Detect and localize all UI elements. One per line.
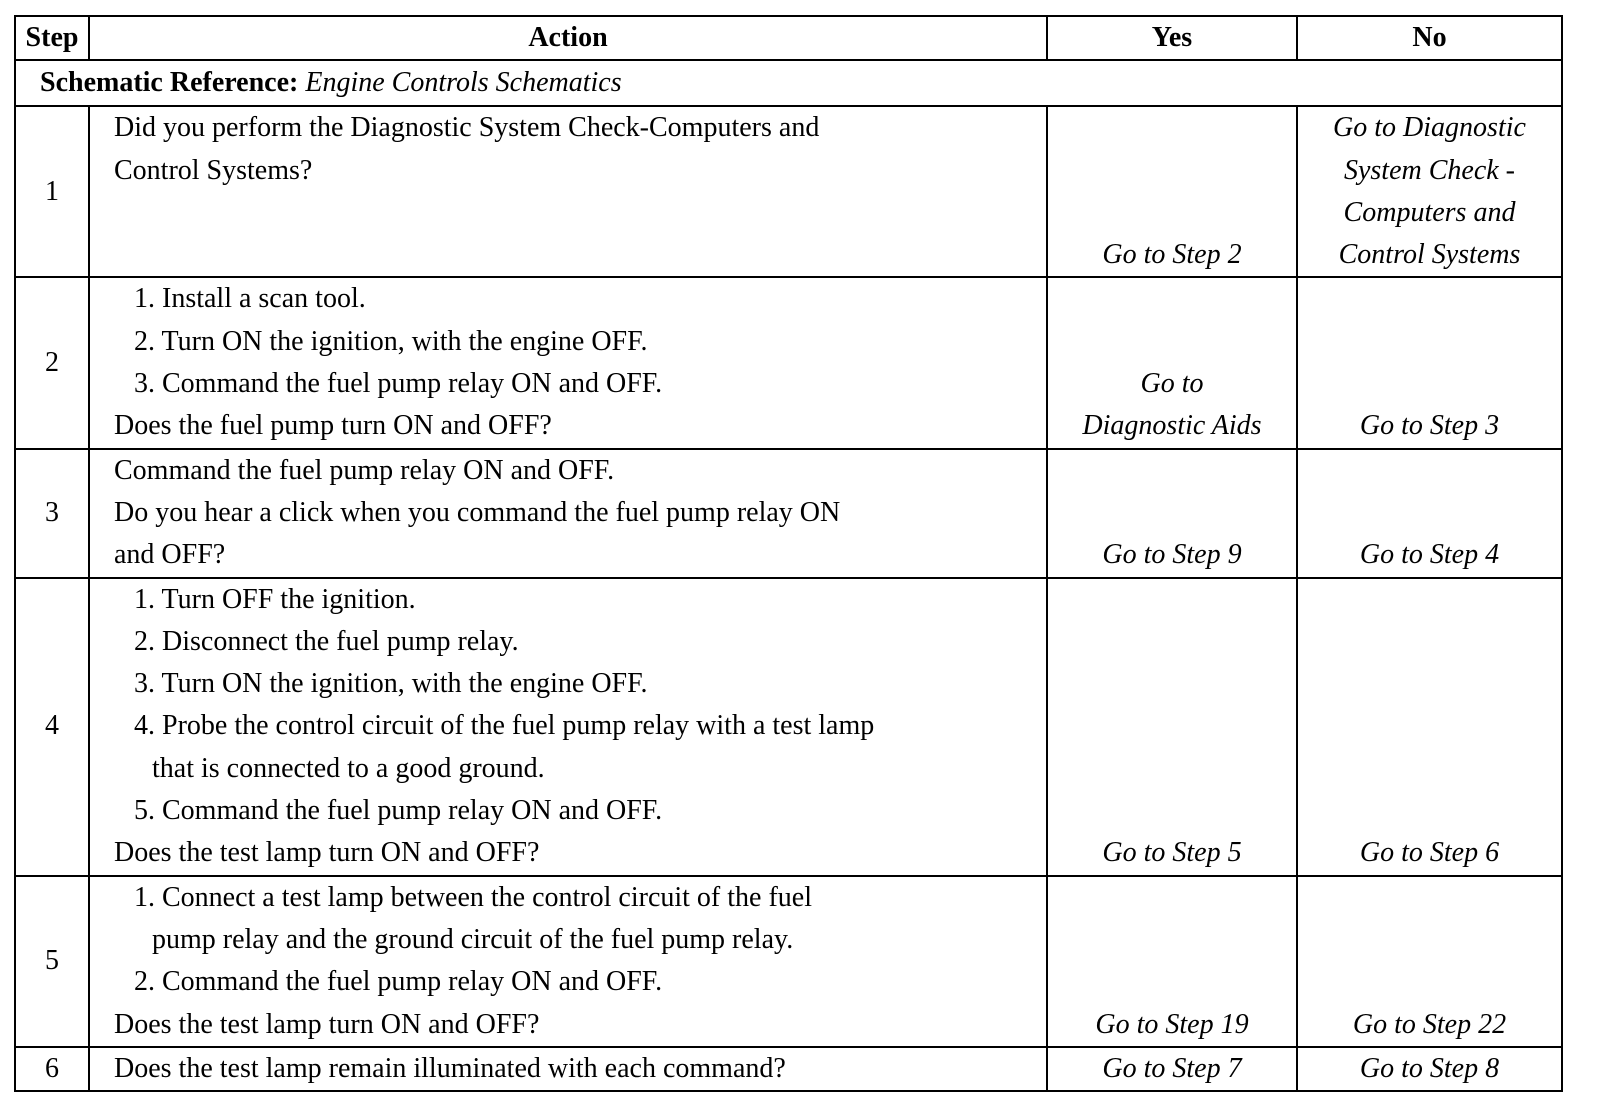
action-cell [89, 449, 1047, 578]
step-row [15, 876, 1562, 1047]
no-link[interactable]: System Check - [1343, 154, 1516, 186]
action-line: Control Systems? [114, 154, 313, 186]
step-number: 1 [15, 106, 89, 277]
yes-link[interactable]: Go to Step 2 [1102, 239, 1242, 271]
action-substep: 4. Probe the control circuit of the fuel pump relay with a test lamp [134, 710, 875, 742]
no-cell [1297, 1047, 1562, 1091]
schematic-reference-label: Schematic Reference: [40, 67, 299, 99]
header-no: No [1297, 16, 1562, 60]
yes-cell [1047, 449, 1297, 578]
action-substep: 2. Disconnect the fuel pump relay. [134, 625, 519, 657]
step-row [15, 106, 1562, 277]
yes-link[interactable]: Go to Step 5 [1102, 837, 1242, 869]
action-question: Does the fuel pump turn ON and OFF? [114, 410, 552, 442]
action-cell [89, 106, 1047, 277]
step-row [15, 277, 1562, 448]
no-link[interactable]: Go to Diagnostic [1333, 112, 1526, 144]
no-cell [1297, 106, 1562, 277]
no-cell [1297, 449, 1562, 578]
yes-link[interactable]: Diagnostic Aids [1082, 410, 1262, 442]
no-link[interactable]: Control Systems [1338, 239, 1521, 271]
action-substep: 1. Connect a test lamp between the control circuit of the fuel [134, 881, 812, 913]
schematic-reference [15, 60, 1562, 106]
header-yes: Yes [1047, 16, 1297, 60]
action-cell [89, 1047, 1047, 1091]
no-link[interactable]: Go to Step 22 [1352, 1008, 1507, 1040]
action-cell [89, 578, 1047, 876]
action-substep: 2. Turn ON the ignition, with the engine OFF. [134, 325, 648, 357]
step-number: 6 [15, 1047, 89, 1091]
yes-link[interactable]: Go to Step 19 [1095, 1008, 1249, 1040]
header-row [15, 16, 1562, 60]
step-number: 3 [15, 449, 89, 578]
yes-link[interactable]: Go to [1140, 368, 1204, 400]
action-substep-continuation: that is connected to a good ground. [152, 752, 545, 784]
no-cell [1297, 277, 1562, 448]
no-link[interactable]: Go to Step 8 [1359, 1052, 1500, 1084]
action-substep: 2. Command the fuel pump relay ON and OFF. [134, 966, 663, 998]
step-row [15, 449, 1562, 578]
step-number: 4 [15, 578, 89, 876]
yes-link[interactable]: Go to Step 7 [1102, 1052, 1242, 1084]
yes-cell [1047, 106, 1297, 277]
action-line: Did you perform the Diagnostic System Check-Computers and [114, 112, 820, 144]
no-link[interactable]: Go to Step 4 [1359, 539, 1500, 571]
step-number: 2 [15, 277, 89, 448]
action-substep: 3. Turn ON the ignition, with the engine OFF. [134, 668, 648, 700]
action-substep: 3. Command the fuel pump relay ON and OFF. [134, 368, 663, 400]
schematic-reference-row [15, 60, 1562, 106]
action-line: Does the test lamp remain illuminated with each command? [114, 1052, 786, 1084]
yes-link[interactable]: Go to Step 9 [1102, 539, 1242, 571]
no-link[interactable]: Computers and [1343, 196, 1516, 228]
no-link[interactable]: Go to Step 6 [1359, 837, 1500, 869]
yes-cell [1047, 277, 1297, 448]
action-substep: 1. Turn OFF the ignition. [134, 583, 416, 615]
action-line: and OFF? [114, 539, 226, 571]
step-number: 5 [15, 876, 89, 1047]
header-step: Step [15, 16, 89, 60]
no-cell [1297, 876, 1562, 1047]
yes-cell [1047, 578, 1297, 876]
action-substep: 5. Command the fuel pump relay ON and OFF. [134, 795, 663, 827]
no-cell [1297, 578, 1562, 876]
no-link[interactable]: Go to Step 3 [1359, 410, 1500, 442]
step-row [15, 1047, 1562, 1091]
action-line: Do you hear a click when you command the fuel pump relay ON [114, 496, 841, 528]
yes-cell [1047, 1047, 1297, 1091]
yes-cell [1047, 876, 1297, 1047]
action-line: Command the fuel pump relay ON and OFF. [114, 454, 615, 486]
schematic-reference-link[interactable]: Engine Controls Schematics [305, 67, 622, 99]
action-cell [89, 876, 1047, 1047]
action-substep: 1. Install a scan tool. [134, 283, 366, 315]
header-action: Action [89, 16, 1047, 60]
diagnostic-table [14, 15, 1563, 1092]
action-substep-continuation: pump relay and the ground circuit of the fuel pump relay. [152, 923, 794, 955]
action-cell [89, 277, 1047, 448]
step-row [15, 578, 1562, 876]
action-question: Does the test lamp turn ON and OFF? [114, 1008, 540, 1040]
action-question: Does the test lamp turn ON and OFF? [114, 837, 540, 869]
